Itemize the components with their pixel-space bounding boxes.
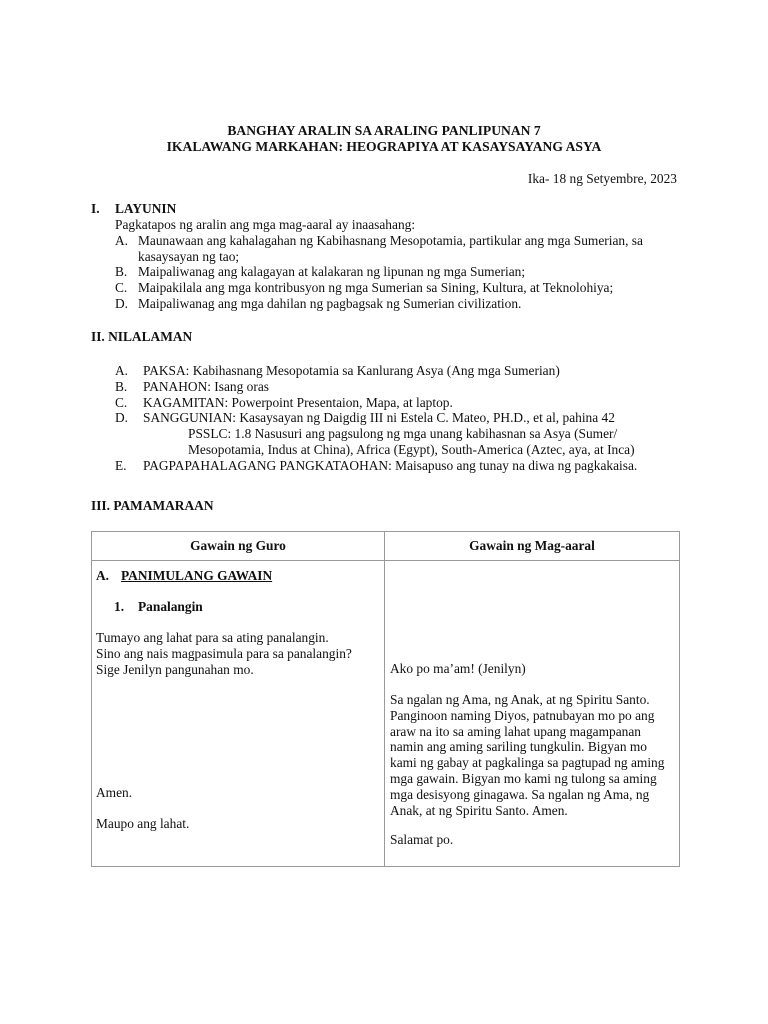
guro-instructions	[96, 630, 382, 677]
lesson-plan-table	[91, 531, 680, 867]
column-header-magaaral: Gawain ng Mag-aaral	[385, 532, 680, 561]
guro-cell	[92, 561, 385, 867]
list-marker: D.	[115, 295, 129, 311]
document-subtitle: IKALAWANG MARKAHAN: HEOGRAPIYA AT KASAYSAYANG ASYA	[166, 139, 602, 154]
table-header-row	[92, 532, 680, 561]
sub-title: Panalangin	[138, 599, 203, 614]
list-marker: B.	[115, 378, 128, 394]
prayer-line: araw na ito sa aming lahat upang magampanan	[390, 723, 641, 739]
nilalaman-list	[115, 363, 695, 474]
psslc-text: PSSLC: 1.8 Nasusuri ang pagsulong ng mga unang kabihasnan sa Asya (Sumer/	[188, 426, 618, 442]
section-heading-nilalaman: II. NILALAMAN	[91, 329, 193, 344]
sub-marker: 1.	[114, 599, 125, 614]
prayer-line: Anak, at ng Spiritu Santo. Amen.	[390, 802, 568, 818]
guro-line: Sino ang nais magpasimula para sa panalangin?	[96, 645, 352, 661]
list-item-text-continued: kasaysayan ng tao;	[138, 248, 240, 264]
list-item	[115, 395, 695, 411]
list-marker: C.	[115, 394, 128, 410]
list-item-text: Maipaliwanag ang mga dahilan ng pagbagsak ng Sumerian civilization.	[138, 295, 522, 311]
list-item	[115, 264, 690, 280]
list-item	[115, 363, 695, 379]
list-item-text: PANAHON: Isang oras	[143, 378, 269, 394]
column-header-guro: Gawain ng Guro	[92, 532, 385, 561]
prayer-line: Panginoon naming Diyos, patnubayan mo po ang	[390, 707, 655, 723]
magaaral-cell	[385, 561, 680, 867]
layunin-list	[115, 217, 690, 312]
guro-maupo: Maupo ang lahat.	[96, 816, 190, 831]
guro-line: Tumayo ang lahat para sa ating panalangin.	[96, 630, 329, 645]
list-item-text: Maunawaan ang kahalagahan ng Kabihasnang Mesopotamia, partikular ang mga Sumerian, sa	[138, 232, 643, 248]
list-item-text: SANGGUNIAN: Kasaysayan ng Daigdig III ni Estela C. Mateo, PH.D., et al, pahina 42	[143, 410, 615, 426]
section-title: PANIMULANG GAWAIN	[121, 568, 273, 583]
layunin-intro: Pagkatapos ng aralin ang mga mag-aaral ay inaasahang:	[115, 217, 416, 232]
section-title: LAYUNIN	[115, 201, 177, 216]
activity-section-heading	[96, 568, 273, 584]
list-marker: B.	[115, 264, 128, 280]
section-marker: A.	[96, 568, 110, 583]
guro-line: Sige Jenilyn pangunahan mo.	[96, 661, 254, 677]
prayer-text	[390, 692, 678, 818]
prayer-line: mga desisyong ginagawa. Sa ngalan ng Ama, ng	[390, 786, 650, 802]
list-marker: D.	[115, 410, 129, 426]
list-item-text: KAGAMITAN: Powerpoint Presentaion, Mapa, at laptop.	[143, 394, 453, 410]
list-item	[115, 410, 695, 457]
list-marker: E.	[115, 457, 127, 473]
magaaral-reply: Ako po ma’am! (Jenilyn)	[390, 661, 526, 676]
list-item-text: Maipakilala ang mga kontribusyon ng mga Sumerian sa Sining, Kultura, at Teknolohiya;	[138, 280, 614, 296]
list-marker: A.	[115, 232, 129, 248]
document-title: BANGHAY ARALIN SA ARALING PANLIPUNAN 7	[227, 123, 541, 138]
guro-amen: Amen.	[96, 785, 133, 800]
prayer-line: mga gawain. Bigyan mo kami ng tulong sa aming	[390, 770, 657, 786]
list-item	[115, 296, 690, 312]
list-item-text: PAKSA: Kabihasnang Mesopotamia sa Kanlurang Asya (Ang mga Sumerian)	[143, 363, 560, 378]
list-item	[115, 458, 695, 474]
prayer-line: kami ng gabay at pagkalinga sa pagtupad ng aming	[390, 755, 665, 771]
activity-subheading	[114, 599, 203, 615]
section-heading-layunin	[91, 201, 177, 217]
section-heading-pamamaraan: III. PAMAMARAAN	[91, 498, 214, 513]
prayer-line: namin ang aming sariling tungkulin. Bigyan mo	[390, 739, 647, 755]
list-marker: C.	[115, 280, 128, 296]
list-marker: A.	[115, 363, 129, 378]
prayer-line: Sa ngalan ng Ama, ng Anak, at ng Spiritu Santo.	[390, 692, 650, 707]
list-item	[115, 280, 690, 296]
document-date: Ika- 18 ng Setyembre, 2023	[527, 171, 677, 186]
list-item	[115, 233, 690, 265]
list-item-text: PAGPAPAHALAGANG PANGKATAOHAN: Maisapuso ang tunay na diwa ng pagkakaisa.	[143, 457, 638, 473]
magaaral-salamat: Salamat po.	[390, 832, 454, 847]
table-row	[92, 561, 680, 867]
section-number: I.	[91, 201, 100, 216]
list-item-text: Maipaliwanag ang kalagayan at kalakaran ng lipunan ng mga Sumerian;	[138, 264, 526, 280]
psslc-text-continued: Mesopotamia, Indus at China), Africa (Egypt), South-America (Aztec, aya, at Inca)	[188, 441, 635, 457]
list-item	[115, 379, 695, 395]
